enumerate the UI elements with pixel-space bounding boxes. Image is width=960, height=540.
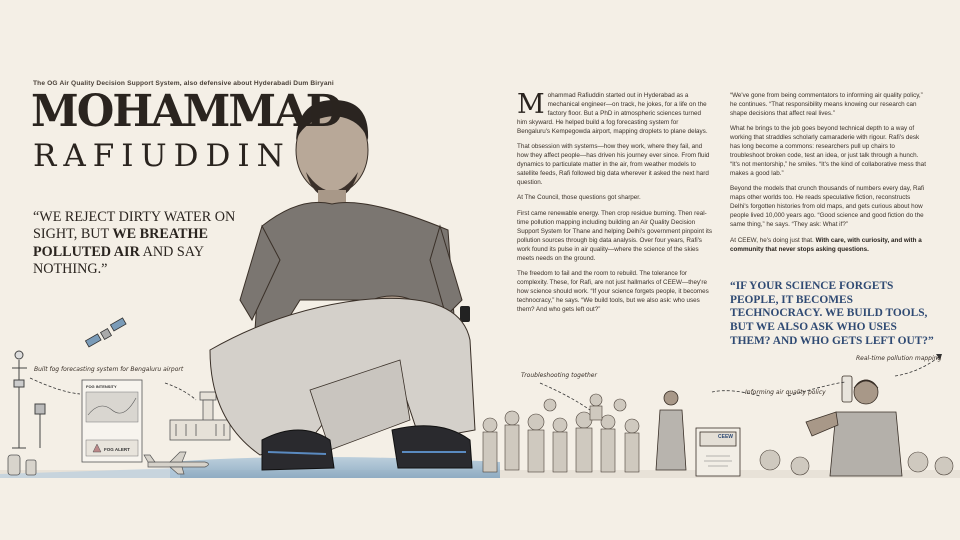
path-fog-2 (165, 383, 196, 400)
paragraph: What he brings to the job goes beyond technical depth to a way of working that straddles scholarly camaraderie with rigour. Rafi's desk has long become a commons: researchers pull up chairs to troubleshoot broken code, test an idea, or just talk through a hunch. “It's not mentorship,” he smiles. “It's the kind of collaborative mess that makes a good lab.” (730, 125, 926, 177)
fog-intensity-label: FOG INTENSITY (86, 384, 117, 389)
podium-logo: CEEW (718, 434, 733, 440)
name-line-2: RAFIUDDIN (33, 138, 291, 174)
paragraph (517, 89, 712, 137)
annotation-troubleshooting: Troubleshooting together (521, 372, 597, 379)
fog-alert-label: FOG ALERT (104, 447, 130, 452)
paragraph-text: At CEEW, he's doing just that. (730, 236, 816, 244)
paragraph: At The Council, those questions got sharper. (517, 194, 641, 202)
paragraph: The freedom to fail and the room to rebuild. The tolerance for complexity. These, for Rafi, are not just hallmarks of CEEW—they're how science should work. “If your science forgets people, it becomes technocracy,” he says. “We build tools, but we also ask: who uses them? And who gets left out?” (517, 269, 709, 313)
pull-quote-right: “IF YOUR SCIENCE FORGETS PEOPLE, IT BECOMES TECHNOCRACY. WE BUILD TOOLS, BUT WE ALSO ASK WHO USES THEM? AND WHO GETS LEFT OUT?” (730, 280, 934, 347)
crowd-illustration (483, 394, 639, 472)
pull-quote-left-part2: AND SAY NOTHING.” (33, 243, 204, 277)
pull-quote-left (33, 209, 238, 278)
paragraph: Beyond the models that crunch thousands of numbers every day, Rafi maps other worlds too. He reads speculative fiction, reconstructs Delhi's forgotten histories from old maps, and gets curious about how people lived 10,000 years ago. “Good science and good fiction do the same thing,” he says. “They ask: What if?” (730, 185, 925, 229)
paragraph: That obsession with systems—how they work, where they fail, and how they affect people—has driven his journey ever since. From fluid dynamics to particulate matter in the air, from weather models to satellite feeds, Rafi followed big data wherever it asked the next hard question. (517, 143, 710, 186)
paragraph: First came renewable energy. Then crop residue burning. Then real-time pollution mapping including building an Air Quality Decision Support System for Thane and helping Delhi's government pinpoint its pollution sources through big data analysis. Over four years, Rafi's work found its pulse in air quality—where the science of the skies meets needs on the ground. (517, 209, 713, 262)
speaker-illustration (656, 391, 686, 470)
paragraph-text: ohammad Rafiuddin started out in Hyderabad as a mechanical engineer—on track, he jokes, for a life on the factory floor. But a PhD in atmospheric sciences turned him skyward. He helped build a fog forecasting system for Bengaluru's Kempegowda airport, mapping droplets to plane delays. (517, 92, 708, 135)
paragraph: “We've gone from being commentators to informing air quality policy,” he continues. “That responsibility means knowing our research can shape decisions that affect real lives.” (730, 92, 923, 117)
path-fog (30, 378, 80, 394)
bottom-margin (0, 478, 960, 540)
pull-quote-left-emphasis: WE BREATHE POLLUTED AIR (33, 226, 209, 260)
name-line-1: MOHAMMAD (31, 86, 342, 137)
article-column-1 (517, 89, 713, 321)
annotation-fog: Built fog forecasting system for Bengaluru airport (34, 366, 184, 373)
kicker: The OG Air Quality Decision Support System, also defensive about Hyderabadi Dum Biryani (33, 80, 334, 87)
paragraph-emphasis: With care, with curiosity, and with a community that never stops asking questions. (730, 236, 922, 253)
annotation-informing: Informing air quality policy (745, 389, 826, 396)
article-column-2 (730, 92, 930, 261)
paragraph (730, 237, 930, 255)
pull-quote-left-part1: “WE REJECT DIRTY WATER ON SIGHT, BUT (33, 209, 236, 243)
annotation-mapping: Real-time pollution mapping (856, 355, 942, 362)
drop-cap: M (517, 89, 545, 120)
satellite-icon (85, 318, 126, 347)
